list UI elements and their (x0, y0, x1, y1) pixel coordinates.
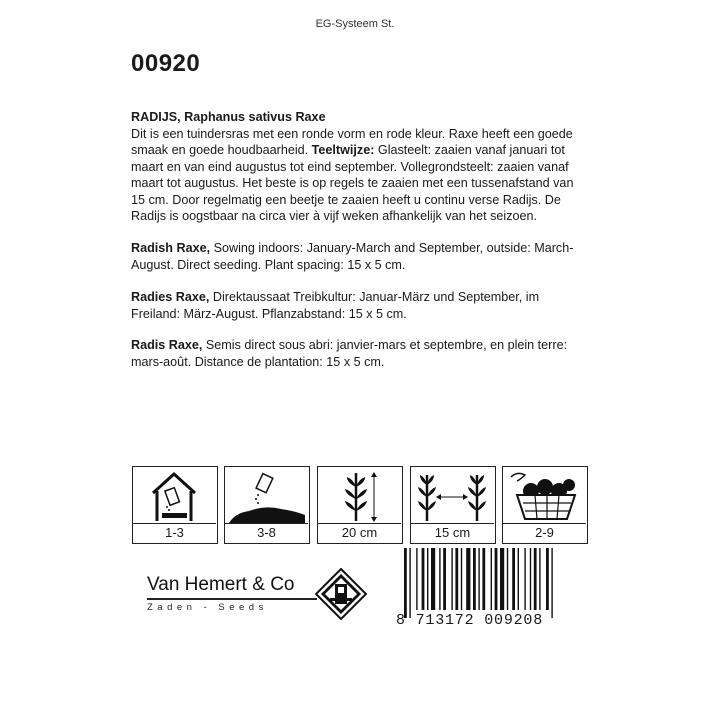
barcode-bar (551, 548, 552, 618)
greenhouse-label: 1-3 (165, 525, 184, 540)
icon-cell-spacing (410, 466, 496, 544)
greenhouse-sowing-icon (133, 467, 216, 523)
barcode-number: 8 713172 009208 (396, 612, 544, 629)
barcode-bar (455, 548, 458, 610)
brand-name: Van Hemert & Co (147, 574, 295, 595)
barcode-bar (534, 548, 537, 610)
french-description (131, 337, 581, 370)
barcode-bar (404, 548, 407, 618)
outdoor-label: 3-8 (257, 525, 276, 540)
barcode-bar (439, 548, 440, 610)
system-label: EG-Systeem St. (315, 18, 395, 30)
dutch-description (131, 109, 581, 225)
english-text: Sowing indoors: January-March and September, outside: March-August. Direct seeding. Plant spacing: 15 x 5 cm. (131, 241, 574, 272)
brand-divider (147, 598, 317, 600)
barcode-bar (524, 548, 525, 610)
french-text: Semis direct sous abri: janvier-mars et septembre, en plein terre: mars-août. Distance de plantation: 15 x 5 cm. (131, 338, 568, 369)
barcode-bar (451, 548, 452, 610)
barcode-bar (461, 548, 462, 610)
dutch-text-2: Glasteelt: zaaien vanaf januari tot maart en van eind augustus tot eind september. Vollegrondsteelt: zaaien vanaf maart tot augustus. Het beste is op regels te zaaien met een tussenafstand van 15 cm. Door regelmatig een beetje te zaaien heeft u continu verse Radijs. De Radijs is oogstbaar na circa vier à vijf weken afhankelijk van het seizoen. (131, 143, 574, 223)
barcode-bar (482, 548, 485, 610)
french-name: Radis Raxe, (131, 338, 203, 352)
dutch-text-1: Dit is een tuindersras met een ronde vorm en rode kleur. Raxe heeft een goede smaak en goede houdbaarheid. (131, 126, 573, 157)
barcode-bar (443, 548, 446, 610)
harvest-label: 2-9 (535, 525, 554, 540)
barcode-bar (416, 548, 417, 610)
brand-subtitle: Zaden - Seeds (147, 602, 268, 613)
barcode-bar (478, 548, 479, 610)
dutch-label: Teeltwijze: (311, 143, 375, 157)
barcode-bar (495, 548, 498, 610)
height-label: 20 cm (341, 525, 378, 540)
brand-block (132, 568, 382, 638)
barcode-bar (539, 548, 540, 610)
barcode-bar (530, 548, 531, 610)
barcode-bar (507, 548, 508, 610)
english-name: Radish Raxe, (131, 241, 211, 255)
icon-cell-harvest (502, 466, 588, 544)
english-description (131, 240, 581, 273)
sowing-icons (132, 466, 588, 544)
product-code: 00920 (131, 50, 201, 77)
barcode-bar (427, 548, 428, 610)
barcode-bar (512, 548, 515, 610)
dutch-title: RADIJS, Raphanus sativus Raxe (131, 110, 326, 124)
barcode-bar (491, 548, 492, 610)
barcode-bar (546, 548, 549, 610)
plant-spacing-icon (411, 467, 494, 523)
barcode-bar (500, 548, 504, 610)
barcode-bar (422, 548, 425, 610)
barcode-bar (431, 548, 435, 610)
german-text: Direktaussaat Treibkultur: Januar-März und September, im Freiland: März-August. Pflanzabstand: 15 x 5 cm. (131, 290, 540, 321)
icon-cell-greenhouse (132, 466, 218, 544)
harvest-basket-icon (503, 467, 586, 523)
icon-cell-height (317, 466, 403, 544)
german-name: Radies Raxe, (131, 290, 210, 304)
barcode-bar (473, 548, 476, 610)
icon-cell-outdoor (224, 466, 310, 544)
barcode-bar (409, 548, 410, 618)
brand-logo-icon (315, 568, 367, 620)
outdoor-sowing-icon (225, 467, 308, 523)
spacing-label: 15 cm (434, 525, 471, 540)
plant-height-icon (318, 467, 401, 523)
barcode-bar (518, 548, 519, 610)
barcode-bar (466, 548, 470, 610)
german-description (131, 289, 581, 322)
